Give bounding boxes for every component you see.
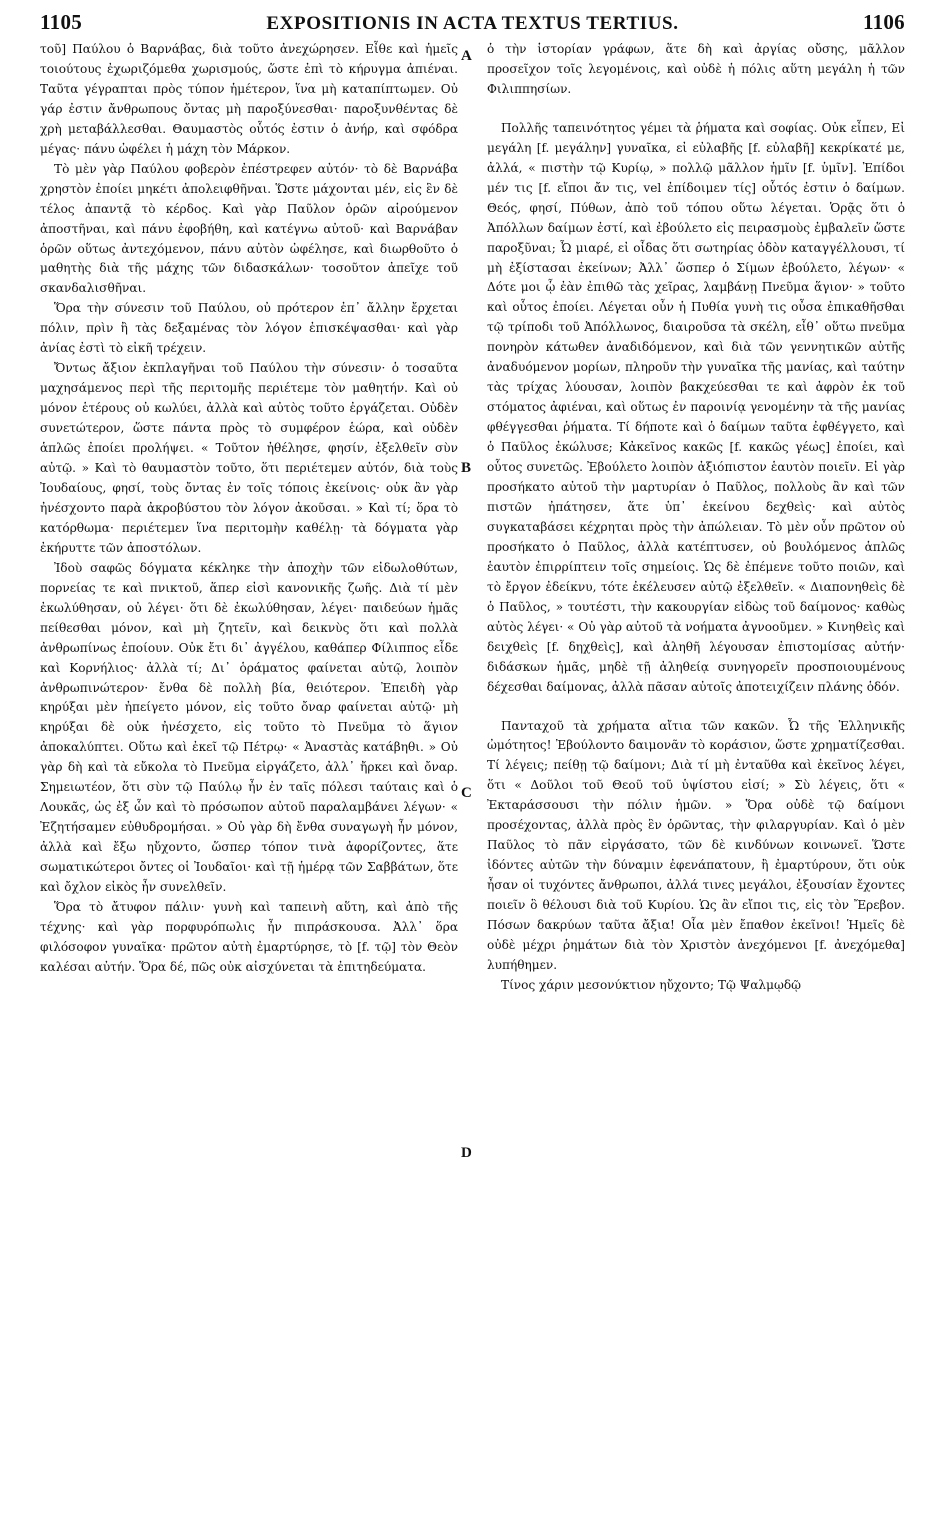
left-paragraph-6: Ὅρα τὸ ἄτυφον πάλιν· γυνὴ καὶ ταπεινὴ αὕτη, καὶ ἀπὸ τῆς τέχνης· καὶ γὰρ πορφυρόπωλις ἦν πιπράσκουσα. Ἀλλ᾽ ὅρα φιλόσοφον γυναῖκα· πρῶτον αὐτὴ ἐμαρτύρησε, τὸ [f. τῷ] τὸν Θεὸν καλέσαι αὐτήν. Ὅρα δέ, πῶς οὐκ αἰσχύνεται τὰ ἐπιτηδεύματα. xyxy=(40,899,458,974)
left-paragraph-5: Ἰδοὺ σαφῶς δόγματα κέκληκε τὴν ἀποχὴν τῶν εἰδωλοθύτων, πορνείας τε καὶ πνικτοῦ, ἅπερ εἰσὶ κανονικῆς ζωῆς. Διὰ τί μὲν ἐκωλύθησαν, οὐ λέγει· ὅτι δὲ ἐκωλύθησαν, λέγει· παιδεύων ἡμᾶς πείθεσθαι μόνον, καὶ μὴ ζητεῖν, καὶ δεικνὺς ὅτι καὶ πολλὰ ἀνθρωπίνως ἐποίουν. Οὐκ ἔτι δι᾽ ἀγγέλου, καθάπερ Φίλιππος εἶδε καὶ Κορνήλιος· ἀλλὰ τί; Δι᾽ ὁράματος φαίνεται αὐτῷ, λοιπὸν ἀνθρωπινώτερον· ἔνθα δὲ πολλὴ βία, θειότερον. Ἐπειδὴ γὰρ κηρύξαι μὲν ἠπείγετο μόνον, εἰς τοῦτο ὄναρ φαίνεται αὐτῷ· μὴ κηρύξαι δὲ οὐκ ἠνέσχετο, εἰς τοῦτο τὸ Πνεῦμα τὸ ἅγιον ἀποκαλύπτει. Οὕτω καὶ ἐκεῖ τῷ Πέτρῳ· « Ἀναστὰς κατάβηθι. » Οὐ γὰρ δὴ καὶ τὰ εὔκολα τὸ Πνεῦμα εἰργάζετο, ἀλλ᾽ ἤρκει καὶ ὄναρ. Σημειωτέον, ὅτι σὺν τῷ Παύλῳ ἦν ἐν ταῖς πόλεσι ταύταις καὶ ὁ Λουκᾶς, ὡς ἐξ ὧν καὶ τὸ πρόσωπον αὐτοῦ παραλαμβάνει λέγων· « Ἐζητήσαμεν εὐθυδρομήσαι. » Οὐ γὰρ δὴ ἔνθα συναγωγὴ ἦν μόνον, ἀλλὰ καὶ ἔξω ηὔχοντο, ὥσπερ τόπον τινὰ ἀφορίζοντες, ἅτε σωματικώτεροι ὄντες οἱ Ἰουδαῖοι· καὶ τῇ ἡμέρᾳ τῶν Σαββάτων, ὅτε καὶ ὄχλον εἰκὸς ἦν συνελθεῖν. xyxy=(40,560,458,895)
left-paragraph-1: τοῦ] Παύλου ὁ Βαρνάβας, διὰ τοῦτο ἀνεχώρησεν. Εἶθε καὶ ἡμεῖς τοιούτους ἐχωριζόμεθα χωρισμούς, ὥστε ἐπὶ τὸ κήρυγμα ἀπιέναι. Ταῦτα γέγραπται πρὸς τύπον ἡμέτερον, ἵνα μὴ καταπίπτωμεν. Οὐ γάρ ἐστιν ἄνθρωπους ὄντας μὴ παροξύνεσθαι· παροξυνθέντας δὲ χρὴ μεταβάλλεσθαι. Θαυμαστὸς οὗτός ἐστιν ὁ ἀνήρ, καὶ σφόδρα μέγας· πάνυ ὠφέλει ἡ μάχη τὸν Μάρκον. xyxy=(40,42,458,156)
right-page-number: 1106 xyxy=(862,10,905,34)
right-paragraph-3: Πανταχοῦ τὰ χρήματα αἴτια τῶν κακῶν. Ὦ τῆς Ἑλληνικῆς ὠμότητος! Ἐβούλοντο δαιμονᾶν τὸ κοράσιον, ὥστε χρηματίζεσθαι. Τί λέγεις; πείθῃ τῷ δαίμονι; Διὰ τί μὴ ἐνταῦθα καὶ ἐκεῖνος λέγει, ὅτι « Δοῦλοι τοῦ Θεοῦ τοῦ ὑψίστου εἰσί; » Σὺ λέγεις, ὅτι « Ἐκταράσσουσι τὴν πόλιν ἡμῶν. » Ὅρα οὐδὲ τῷ δαίμονι προσέχοντας, ἀλλὰ πρὸς ἓν ὁρῶντας, τὴν φιλαργυρίαν. Καὶ ὁ μὲν Παῦλος τὸ πᾶν εἰργάσατο, τῶν δὲ κινδύνων κοινωνεῖ. Ὥστε ἰδόντες αὐτῶν τὴν δύναμιν ἐφενάπατουν, ἢ ἐμαρτύρουν, ὅτι οὐκ ἦσαν οἱ τυχόντες ἄνθρωποι, ἀλλά τινες μεγάλοι, ἐξουσίαν ἔχοντες ποιεῖν ὃ θέλουσι διὰ τοῦ Κυρίου. Ὡς ἂν εἴποι τις, εἰς τὸν Ἔρεβον. Πόσων δακρύων ταῦτα ἄξια! Οἷα μὲν ἔπαθον ἐκεῖνοι! Ἡμεῖς δὲ οὐδὲ μέχρι ῥημάτων διὰ τὸν Χριστὸν ἀνεχόμενοι [f. ἀνεχόμεθα] λυπήθημεν. xyxy=(487,718,905,972)
margin-letter-a: A xyxy=(461,48,472,64)
margin-letter-c: C xyxy=(461,785,472,801)
left-column xyxy=(40,40,458,996)
left-paragraph-2: Τὸ μὲν γὰρ Παύλου φοβερὸν ἐπέστρεφεν αὐτόν· τὸ δὲ Βαρνάβα χρηστὸν ἐποίει μηκέτι ἀπολειφθῆναι. Ὥστε μάχονται μέν, εἰς ἓν δὲ τέλος ἀπαντᾷ τὸ κέρδος. Καὶ γὰρ Παῦλον ὁρῶν αἱρούμενον ἀποστῆναι, καὶ πάνυ ἐφοβήθη, καὶ κατέγνω αὐτοῦ· καὶ Βαρνάβαν ὁρῶν οὕτως ἀντεχόμενον, πάνυ αὐτὸν ὠφέλησε, καὶ διωρθοῦτο ὁ μαθητὴς διὰ τῆς μάχης τῶν διδασκάλων· τοσοῦτον ἀπεῖχε τοῦ σκανδαλισθῆναι. xyxy=(40,161,458,296)
right-paragraph-1: ὁ τὴν ἱστορίαν γράφων, ἅτε δὴ καὶ ἀργίας οὔσης, μᾶλλον προσεῖχον τοῖς λεγομένοις, καὶ οὐδὲ ἡ πόλις αὕτη μεγάλη ἡ τῶν Φιλιππησίων. xyxy=(487,42,905,96)
right-column xyxy=(487,40,905,996)
left-paragraph-4: Ὄντως ἄξιον ἐκπλαγῆναι τοῦ Παύλου τὴν σύνεσιν· ὁ τοσαῦτα μαχησάμενος περὶ τῆς περιτομῆς περιέτεμε τὸν μαθητήν. Καὶ οὐ μόνον ἑτέρους οὐ κωλύει, ἀλλὰ καὶ αὐτὸς τοῦτο ἐργάζεται. Οὐδὲν συνετώτερον, ὥστε πάντα πρὸς τὸ συμφέρον ἑώρα, καὶ οὐδὲν ἁπλῶς ἐποίει προλήψει. « Τοῦτον ἠθέλησε, φησίν, ἐξελθεῖν σὺν αὐτῷ. » Καὶ τὸ θαυμαστὸν τοῦτο, ὅτι περιέτεμεν αὐτόν, διὰ τοὺς Ἰουδαίους, φησί, τοὺς ὄντας ἐν τοῖς τόποις ἐκείνοις· οὐκ ἂν γὰρ ἠνέσχοντο παρὰ ἀκροβύστου τὸν λόγον ἀκοῦσαι. » Καὶ τί; ὅρα τὸ κατόρθωμα· περιέτεμεν ἵνα περιτομὴν καθέλῃ· τὰ δόγματα γὰρ ἐκήρυττε τῶν ἀποστόλων. xyxy=(40,361,458,555)
right-paragraph-4: Τίνος χάριν μεσονύκτιον ηὔχοντο; Τῷ Ψαλμῳδῷ xyxy=(501,977,801,992)
margin-letter-b: B xyxy=(461,460,472,476)
left-page-number: 1105 xyxy=(40,10,83,34)
two-column-body xyxy=(40,40,905,1161)
right-paragraph-2: Πολλῆς ταπεινότητος γέμει τὰ ῥήματα καὶ σοφίας. Οὐκ εἶπεν, Εἰ μεγάλη [f. μεγάλην] γυναῖκα, εἰ εὐλαβῆς [f. εὐλαβῆ] κεκρίκατέ με, ἀλλά, « πιστὴν τῷ Κυρίῳ, » πολλῷ μᾶλλον ἡμῖν [f. ὑμῖν]. Ἐπίδοι μέν τις [f. εἴποι ἄν τις, vel ἐπίδοιμεν τίς] οὗτός ἐστιν ὁ δαίμων. Θεός, φησί, Πύθων, ἀπὸ τοῦ τόπου οὕτω λέγεται. Ὁρᾷς ὅτι ὁ Ἀπόλλων δαίμων ἐστί, καὶ ἐβούλετο εἰς πειρασμοὺς ἐμβαλεῖν ὥστε παροξῦναι; Ὦ μιαρέ, εἰ οἶδας ὅτι σωτηρίας ὁδὸν καταγγέλλουσι, τί μὴ ἐξίστασαι ἐκείνων; Ἀλλ᾽ ὥσπερ ὁ Σίμων ἐβούλετο, λέγων· « Δότε μοι ᾧ ἐὰν ἐπιθῶ τὰς χεῖρας, λαμβάνῃ Πνεῦμα ἅγιον· » τοῦτο καὶ οὗτος ἐποίει. Λέγεται οὖν ἡ Πυθία γυνὴ τις οὖσα ἐπικαθῆσθαι τῷ τρίποδι τοῦ Ἀπόλλωνος, διαιροῦσα τὰ σκέλη, εἶθ᾽ οὕτω πνεῦμα πονηρὸν κάτωθεν ἀναδιδόμενον, καὶ διὰ τῶν γεννητικῶν αὐτῆς ἀναδυόμενον μορίων, πληροῦν τὴν γυναῖκα τῆς μανίας, καὶ ταύτην τὰς τρίχας λύουσαν, λοιπὸν βακχεύεσθαι τε καὶ ἀφρὸν ἐκ τοῦ στόματος ἀφιέναι, καὶ οὕτως ἐν παροινίᾳ γενομένην τὰ τῆς μανίας φθέγγεσθαι ῥήματα. Τί δήποτε καὶ ὁ δαίμων ταῦτα ἐφθέγγετο, καὶ ὁ Παῦλος ἐκώλυσε; Κἀκεῖνος κακῶς [f. κακῶς γέως] ἐποίει, καὶ οὗτος συνετῶς. Ἐβούλετο λοιπὸν ἀξιόπιστον ἑαυτὸν ποιεῖν. Εἰ γὰρ προσήκατο αὐτοῦ τὴν μαρτυρίαν ὁ Παῦλος, πολλοὺς ἂν καὶ τῶν πιστῶν ἠπάτησεν, ἅτε ὑπ᾽ ἐκείνου δεχθεὶς· καὶ αὐτὸς συγκαταβάσει κέχρηται πρὸς τὴν ἀπώλειαν. Τὸ μὲν οὖν πρῶτον οὐ προσήκατο ὁ Παῦλος, ἀλλὰ κατέπτυσεν, οὐ βουλόμενος ἁπλῶς ἑαυτὸν ἐπιρρίπτειν τοῖς σημείοις. Ὡς δὲ ἐπέμενε τοῦτο ποιῶν, καὶ τὸ ἔργον ἐδείκνυ, τότε ἐκέλευσεν αὐτῷ ἐξελθεῖν. « Διαπονηθεὶς δὲ ὁ Παῦλος, » τουτέστι, τὴν κακουργίαν εἰδὼς τοῦ δαίμονος· καθὼς αὐτὸς λέγει· « Οὐ γὰρ αὐτοῦ τὰ νοήματα ἀγνοοῦμεν. » Κινηθεὶς καὶ δειχθεὶς [f. δηχθεὶς], καὶ ἀληθῆ λέγουσαν ἐπιστομίσας αὐτήν· διδάσκων ἡμᾶς, μηδὲ τῇ ἀληθείᾳ συνηγορεῖν προσποιουμένους δέχεσθαι δαίμονας, ἀλλὰ πᾶσαν αὐτοῖς ἀποτειχίζειν πλάνης ὁδόν. xyxy=(487,120,905,694)
running-title: EXPOSITIONIS IN ACTA TEXTUS TERTIUS. xyxy=(266,13,679,34)
running-header xyxy=(40,10,905,38)
margin-letter-d: D xyxy=(461,1145,472,1161)
left-paragraph-3: Ὅρα τὴν σύνεσιν τοῦ Παύλου, οὐ πρότερον ἐπ᾽ ἄλλην ἔρχεται πόλιν, πρὶν ἢ τὰς δεξαμένας τὸν λόγον ἐπισκέψασθαι· καὶ γὰρ ἀνίας ἐστὶ τὸ εἰκῆ τρέχειν. xyxy=(40,301,458,356)
